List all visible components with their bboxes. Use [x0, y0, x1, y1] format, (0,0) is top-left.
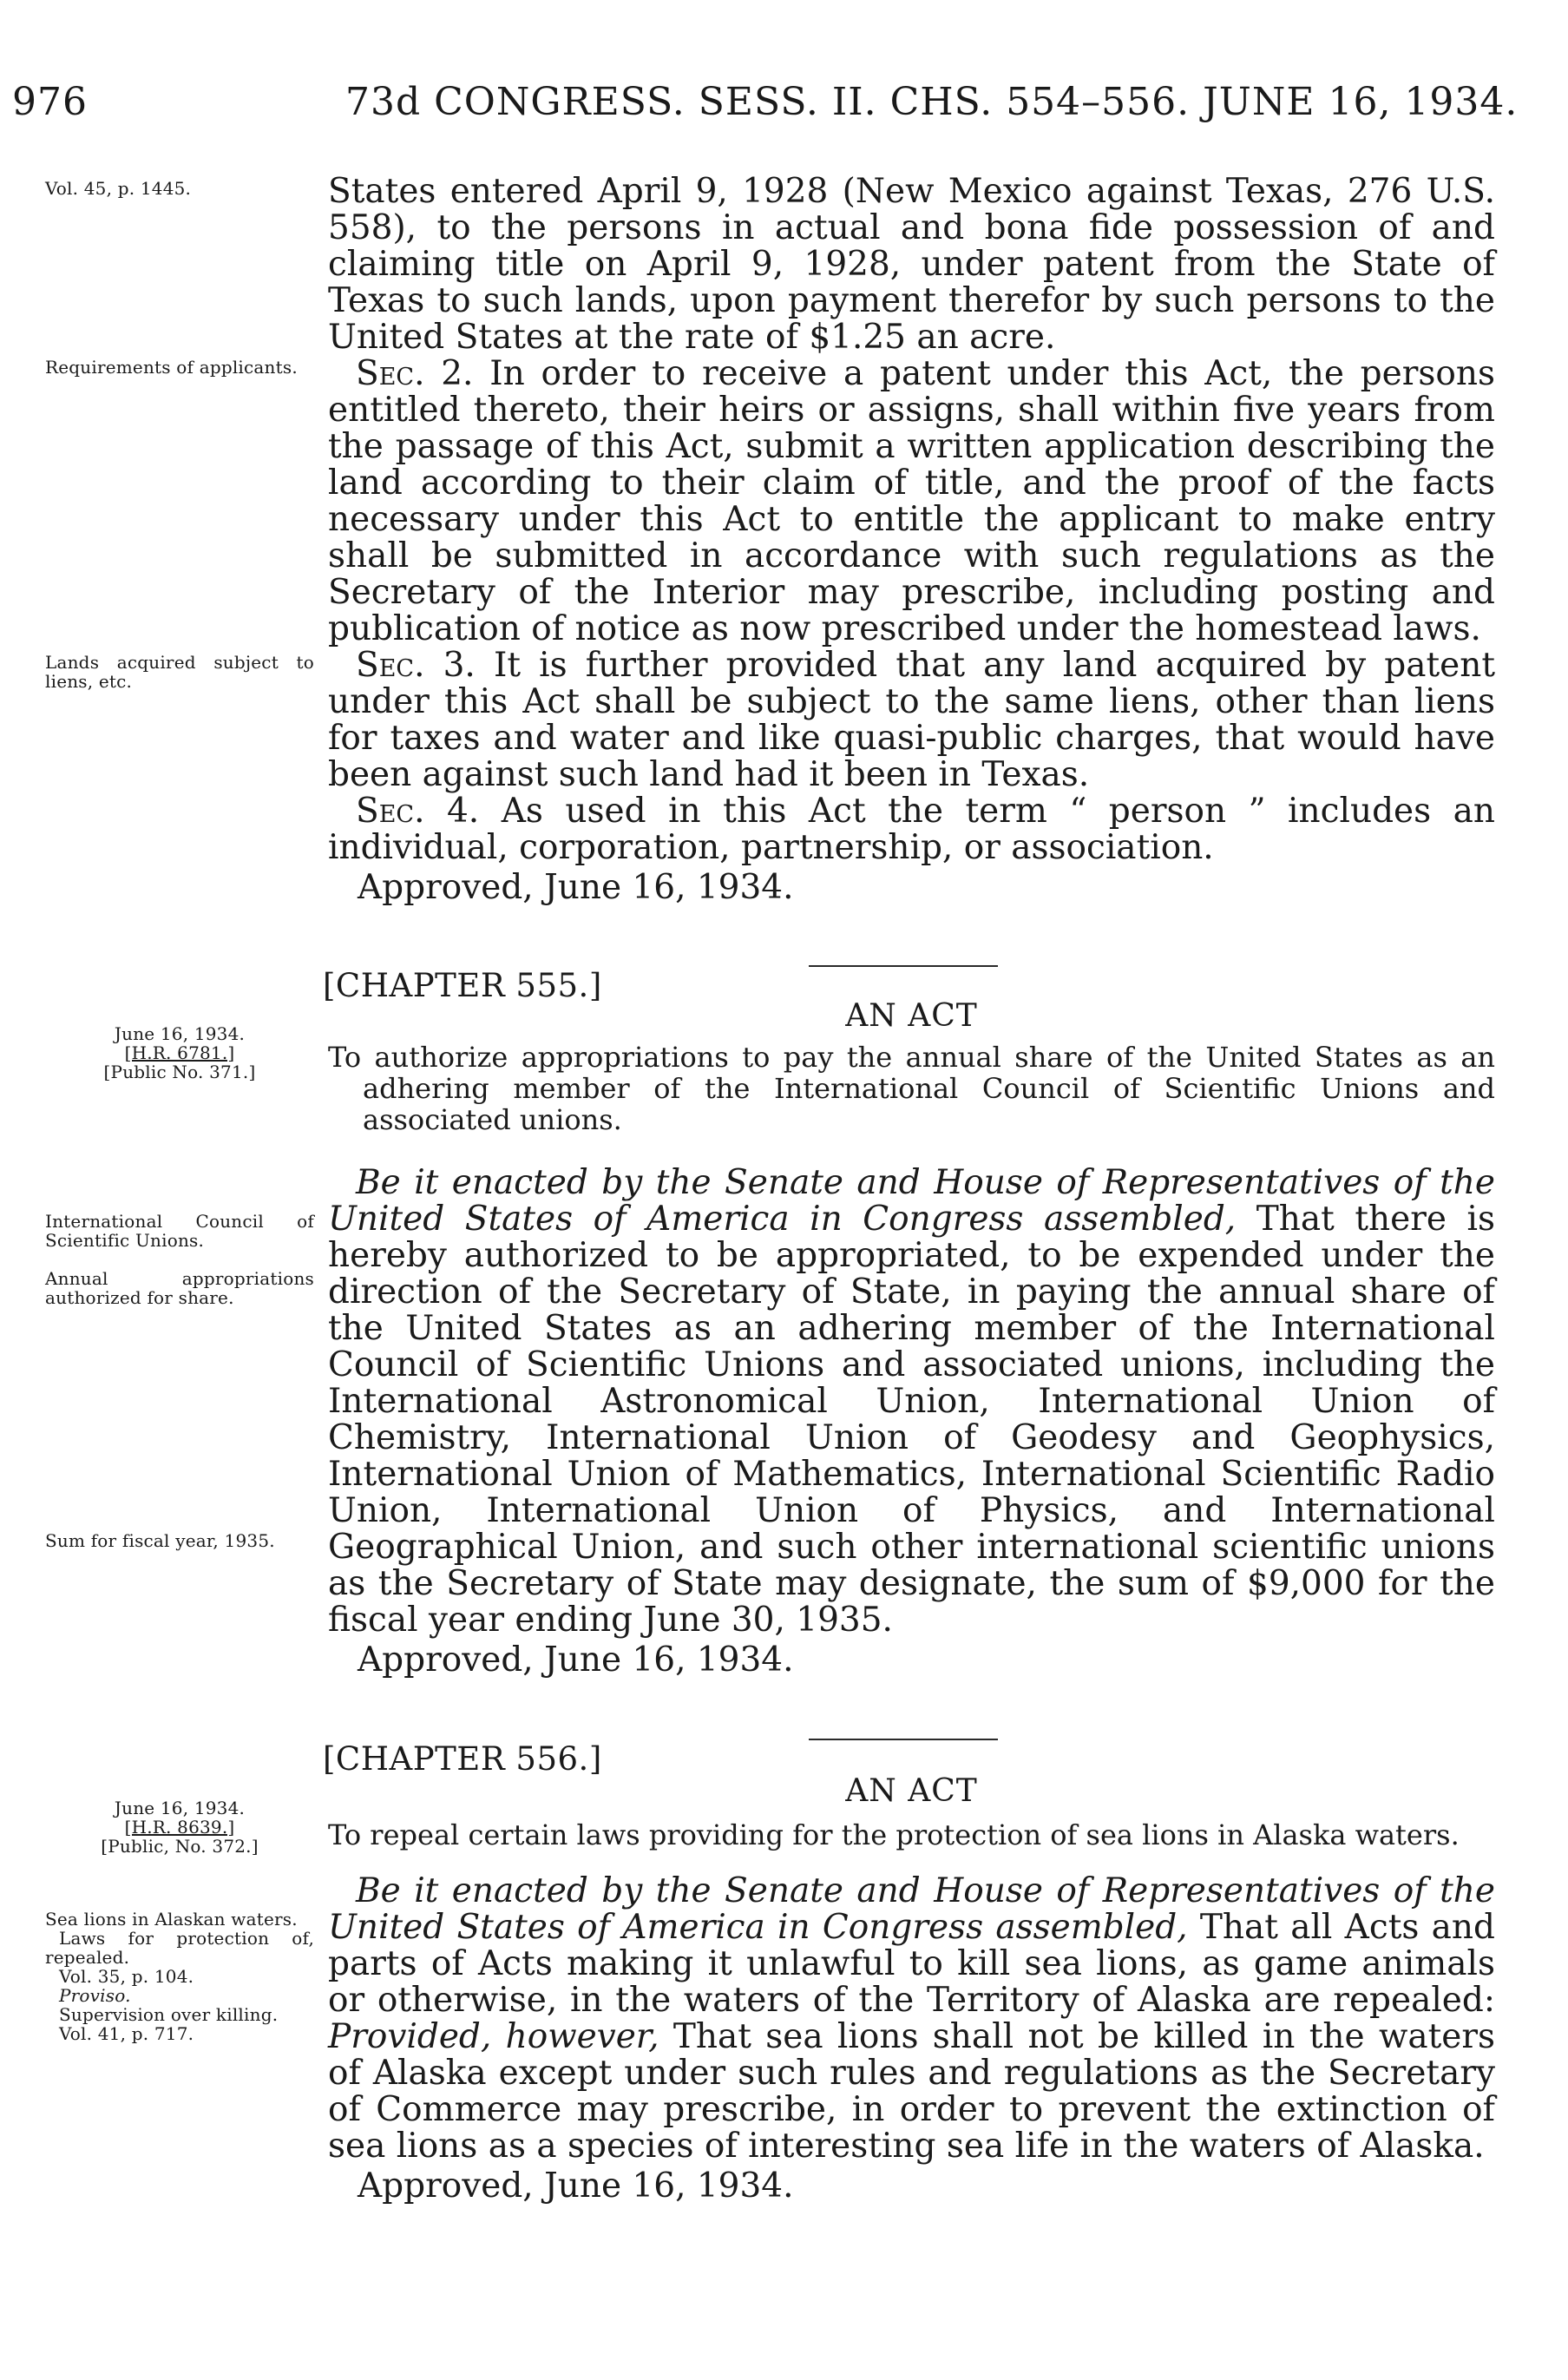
- margin-note-annual-appropriations: Annual appropriations authorized for share.: [45, 1268, 314, 1308]
- margin-note-vol41: Vol. 41, p. 717.: [59, 2023, 194, 2044]
- chapter-555-text: That there is hereby authorized to be appropriated, to be expended under the direction of the Secretary of State, in paying the annual share of the United States as an adhering member of the International Council of Scientific Unions and associated unions, including the International Astronomical Union, International Union of Chemistry, International Union of Geodesy and Geophysics, International Union of Mathematics, International Scientific Radio Union, International Union of Physics, and International Geographical Union, and such other international scientific unions as the Secretary of State may designate, the sum of $9,000 for the fiscal year ending June 30, 1935.: [328, 1200, 1495, 1640]
- margin-notes-sea-lions: [45, 1910, 314, 2043]
- ch555-public-number: [Public No. 371.]: [103, 1062, 256, 1082]
- margin-note-sea-lions: Sea lions in Alaskan waters.: [45, 1909, 298, 1930]
- section-4-label: Sec. 4.: [356, 792, 480, 831]
- chapter-555-rule: [809, 965, 998, 967]
- approved-556: Approved, June 16, 1934.: [358, 2166, 794, 2206]
- margin-note-supervision: Supervision over killing.: [59, 2004, 279, 2025]
- section-4-paragraph: [328, 793, 1495, 866]
- chapter-556-text-2: That sea lions shall not be killed in the waters of Alaska except under such rules and regulations as the Secretary of Commerce may prescribe, in order to prevent the extinction of sea lions as a species of interesting sea life in the waters of Alaska.: [328, 2017, 1495, 2166]
- chapter-555-title: To authorize appropriations to pay the annual share of the United States as an adhering member of the International Council of Scientific Unions and associated unions.: [328, 1041, 1495, 1136]
- chapter-556-margin-block: [45, 1798, 314, 1856]
- ch556-hr-number: [H.R. 8639.]: [124, 1817, 235, 1838]
- margin-note-sum-fiscal-year: Sum for fiscal year, 1935.: [45, 1530, 275, 1551]
- chapter-556-text-1: That all Acts and parts of Acts making it unlawful to kill sea lions, as game animals or otherwise, in the waters of the Territory of Alaska are repealed:: [328, 1908, 1495, 2020]
- chapter-556-rule: [809, 1739, 998, 1740]
- chapter-556-an-act: AN ACT: [845, 1773, 978, 1809]
- section-2-text: In order to receive a patent under this Act, the persons entitled thereto, their heirs or assigns, shall within five years from the passage of this Act, submit a written application describing the land according to their claim of title, and the proof of the facts necessary under this Act to entitle the applicant to make entry shall be submitted in accordance with such regulations as the Secretary of the Interior may prescribe, including posting and publication of notice as now prescribed under the homestead laws.: [328, 354, 1495, 648]
- chapter-556-enacting-clause: Be it enacted by the Senate and House of Representatives of the United States of America in Congress assembled,: [328, 1871, 1495, 1947]
- ch556-date: June 16, 1934.: [114, 1798, 246, 1818]
- chapter-556-body: [328, 1873, 1495, 2205]
- margin-note-vol45: Vol. 45, p. 1445.: [45, 178, 192, 199]
- margin-note-requirements: Requirements of applicants.: [45, 357, 298, 378]
- chapter-556-title: To repeal certain laws providing for the protection of sea lions in Alaska waters.: [328, 1818, 1460, 1851]
- chapter-555-title-block: [328, 1042, 1495, 1135]
- chapter-555-enacting-paragraph: [328, 1165, 1495, 1639]
- continuation-paragraph: States entered April 9, 1928 (New Mexico against Texas, 276 U.S. 558), to the persons in actual and bona fide possession of and claiming title on April 9, 1928, under patent from the State of Texas to such lands, upon payment therefor by such persons to the United States at the rate of $1.25 an acre.: [328, 172, 1495, 357]
- section-3-paragraph: [328, 648, 1495, 793]
- margin-note-lands-acquired: Lands acquired subject to liens, etc.: [45, 652, 314, 692]
- margin-note-vol35: Vol. 35, p. 104.: [59, 1966, 194, 1987]
- chapter-556-enacting-paragraph: [328, 1873, 1495, 2165]
- section-2-paragraph: [328, 356, 1495, 648]
- running-header: [0, 80, 1568, 132]
- margin-note-laws-repealed: Laws for protection of, repealed.: [45, 1928, 314, 1968]
- section-3-label: Sec. 3.: [356, 646, 476, 685]
- chapter-556-title-block: [328, 1819, 1495, 1851]
- ch555-date: June 16, 1934.: [114, 1023, 246, 1044]
- section-4-text: As used in this Act the term “ person ” includes an individual, corporation, partnership, or association.: [328, 792, 1496, 867]
- section-3-text: It is further provided that any land acquired by patent under this Act shall be subject to the same liens, other than liens for taxes and water and like quasi-public charges, that would have been against such land had it been in Texas.: [328, 646, 1495, 794]
- running-head: 73d CONGRESS. SESS. II. CHS. 554–556. JUNE 16, 1934.: [345, 80, 1519, 124]
- ch555-hr-number: [H.R. 6781.]: [124, 1042, 235, 1063]
- chapter-555-an-act: AN ACT: [845, 998, 978, 1034]
- chapter-555-margin-block: [45, 1024, 314, 1082]
- chapter-556-heading: [CHAPTER 556.]: [323, 1740, 602, 1778]
- page-number: 976: [12, 80, 88, 124]
- margin-note-proviso: Proviso.: [59, 1985, 131, 2006]
- approved-554: Approved, June 16, 1934.: [358, 868, 794, 907]
- chapter-556-proviso-lead: Provided, however,: [328, 2017, 659, 2056]
- chapter-555-enacting-clause: Be it enacted by the Senate and House of Representatives of the United States of America in Congress assembled,: [328, 1163, 1495, 1239]
- margin-note-intl-council: International Council of Scientific Unions.: [45, 1211, 314, 1251]
- approved-555: Approved, June 16, 1934.: [358, 1640, 794, 1680]
- section-2-label: Sec. 2.: [356, 354, 474, 393]
- ch556-public-number: [Public, No. 372.]: [101, 1836, 259, 1857]
- chapter-555-heading: [CHAPTER 555.]: [323, 967, 602, 1004]
- chapter-555-body: [328, 1165, 1495, 1679]
- chapter-554-body: [328, 174, 1495, 906]
